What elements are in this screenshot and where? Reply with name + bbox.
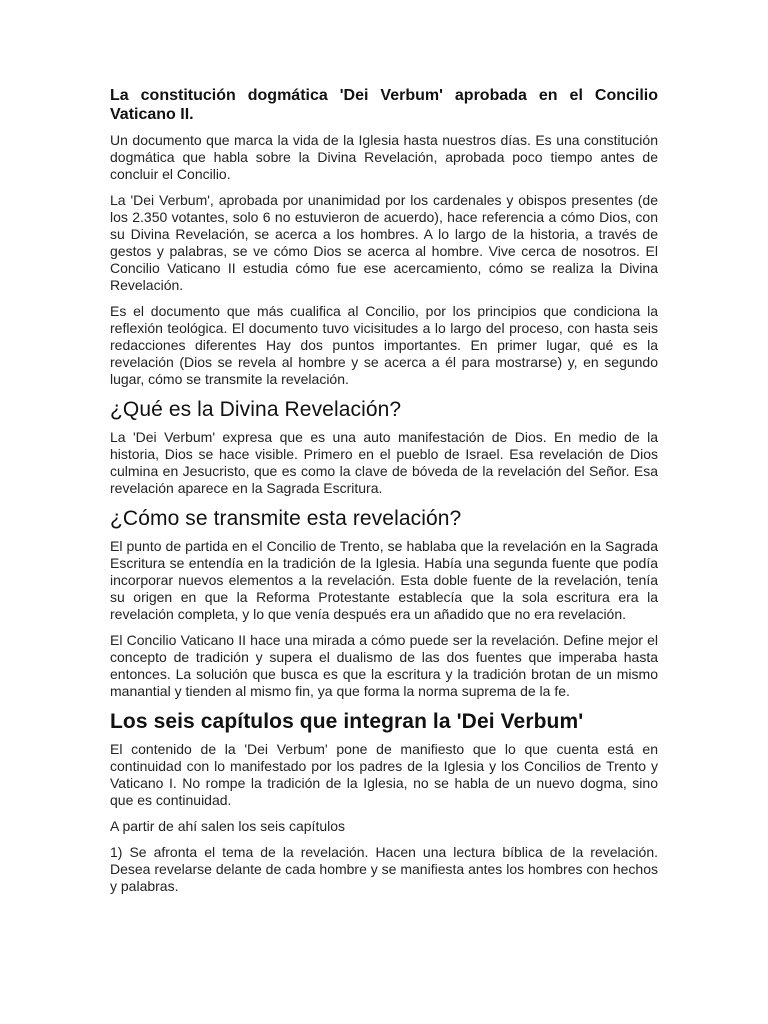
document-title: La constitución dogmática 'Dei Verbum' aprobada en el Concilio Vaticano II. [110,87,658,123]
intro-paragraph-1: Un documento que marca la vida de la Iglesia hasta nuestros días. Es una constitución dogmática que habla sobre la Divina Revelación, aprobada poco tiempo antes de concluir el Concilio. [110,132,658,182]
section-3-paragraph-1: El contenido de la 'Dei Verbum' pone de manifiesto que lo que cuenta está en continuidad con lo manifestado por los padres de la Iglesia y los Concilios de Trento y Vaticano I. No rompe la tradición de la Iglesia, no se habla de un nuevo dogma, sino que es continuidad. [110,741,658,808]
section-3-paragraph-3: 1) Se afronta el tema de la revelación. Hacen una lectura bíblica de la revelación. Desea revelarse delante de cada hombre y se manifiesta antes los hombres con hechos y palabras. [110,844,658,894]
section-heading-transmision: ¿Cómo se transmite esta revelación? [110,507,462,530]
document-page [110,86,658,904]
section-2-paragraph-1: El punto de partida en el Concilio de Trento, se hablaba que la revelación en la Sagrada Escritura se entendía en la tradición de la Iglesia. Había una segunda fuente que podía incorporar nuevos elementos a la revelación. Esta doble fuente de la revelación, tenía su origen en que la Reforma Protestante establecía que la sola escritura era la revelación completa, y lo que venía después era un añadido que no era revelación. [110,538,658,622]
section-3-paragraph-2: A partir de ahí salen los seis capítulos [110,818,346,834]
section-2-paragraph-2: El Concilio Vaticano II hace una mirada a cómo puede ser la revelación. Define mejor el concepto de tradición y supera el dualismo de las dos fuentes que imperaba hasta entonces. La solución que busca es que la escritura y la tradición brotan de un mismo manantial y tienden al mismo fin, ya que forma la norma suprema de la fe. [110,632,658,699]
intro-paragraph-3: Es el documento que más cualifica al Concilio, por los principios que condiciona la reflexión teológica. El documento tuvo vicisitudes a lo largo del proceso, con hasta seis redacciones diferentes Hay dos puntos importantes. En primer lugar, qué es la revelación (Dios se revela al hombre y se acerca a él para mostrarse) y, en segundo lugar, cómo se transmite la revelación. [110,303,658,387]
section-1-paragraph-1: La 'Dei Verbum' expresa que es una auto manifestación de Dios. En medio de la historia, Dios se hace visible. Primero en el pueblo de Israel. Esa revelación de Dios culmina en Jesucristo, que es como la clave de bóveda de la revelación del Señor. Esa revelación aparece en la Sagrada Escritura. [110,429,658,496]
section-heading-divina-revelacion: ¿Qué es la Divina Revelación? [110,398,402,421]
intro-paragraph-2: La 'Dei Verbum', aprobada por unanimidad por los cardenales y obispos presentes (de los 2.350 votantes, solo 6 no estuvieron de acuerdo), hace referencia a cómo Dios, con su Divina Revelación, se acerca a los hombres. A lo largo de la historia, a través de gestos y palabras, se ve cómo Dios se acerca al hombre. Vive cerca de nosotros. El Concilio Vaticano II estudia cómo fue ese acercamiento, cómo se realiza la Divina Revelación. [110,192,658,293]
section-heading-seis-capitulos: Los seis capítulos que integran la 'Dei Verbum' [110,710,584,733]
